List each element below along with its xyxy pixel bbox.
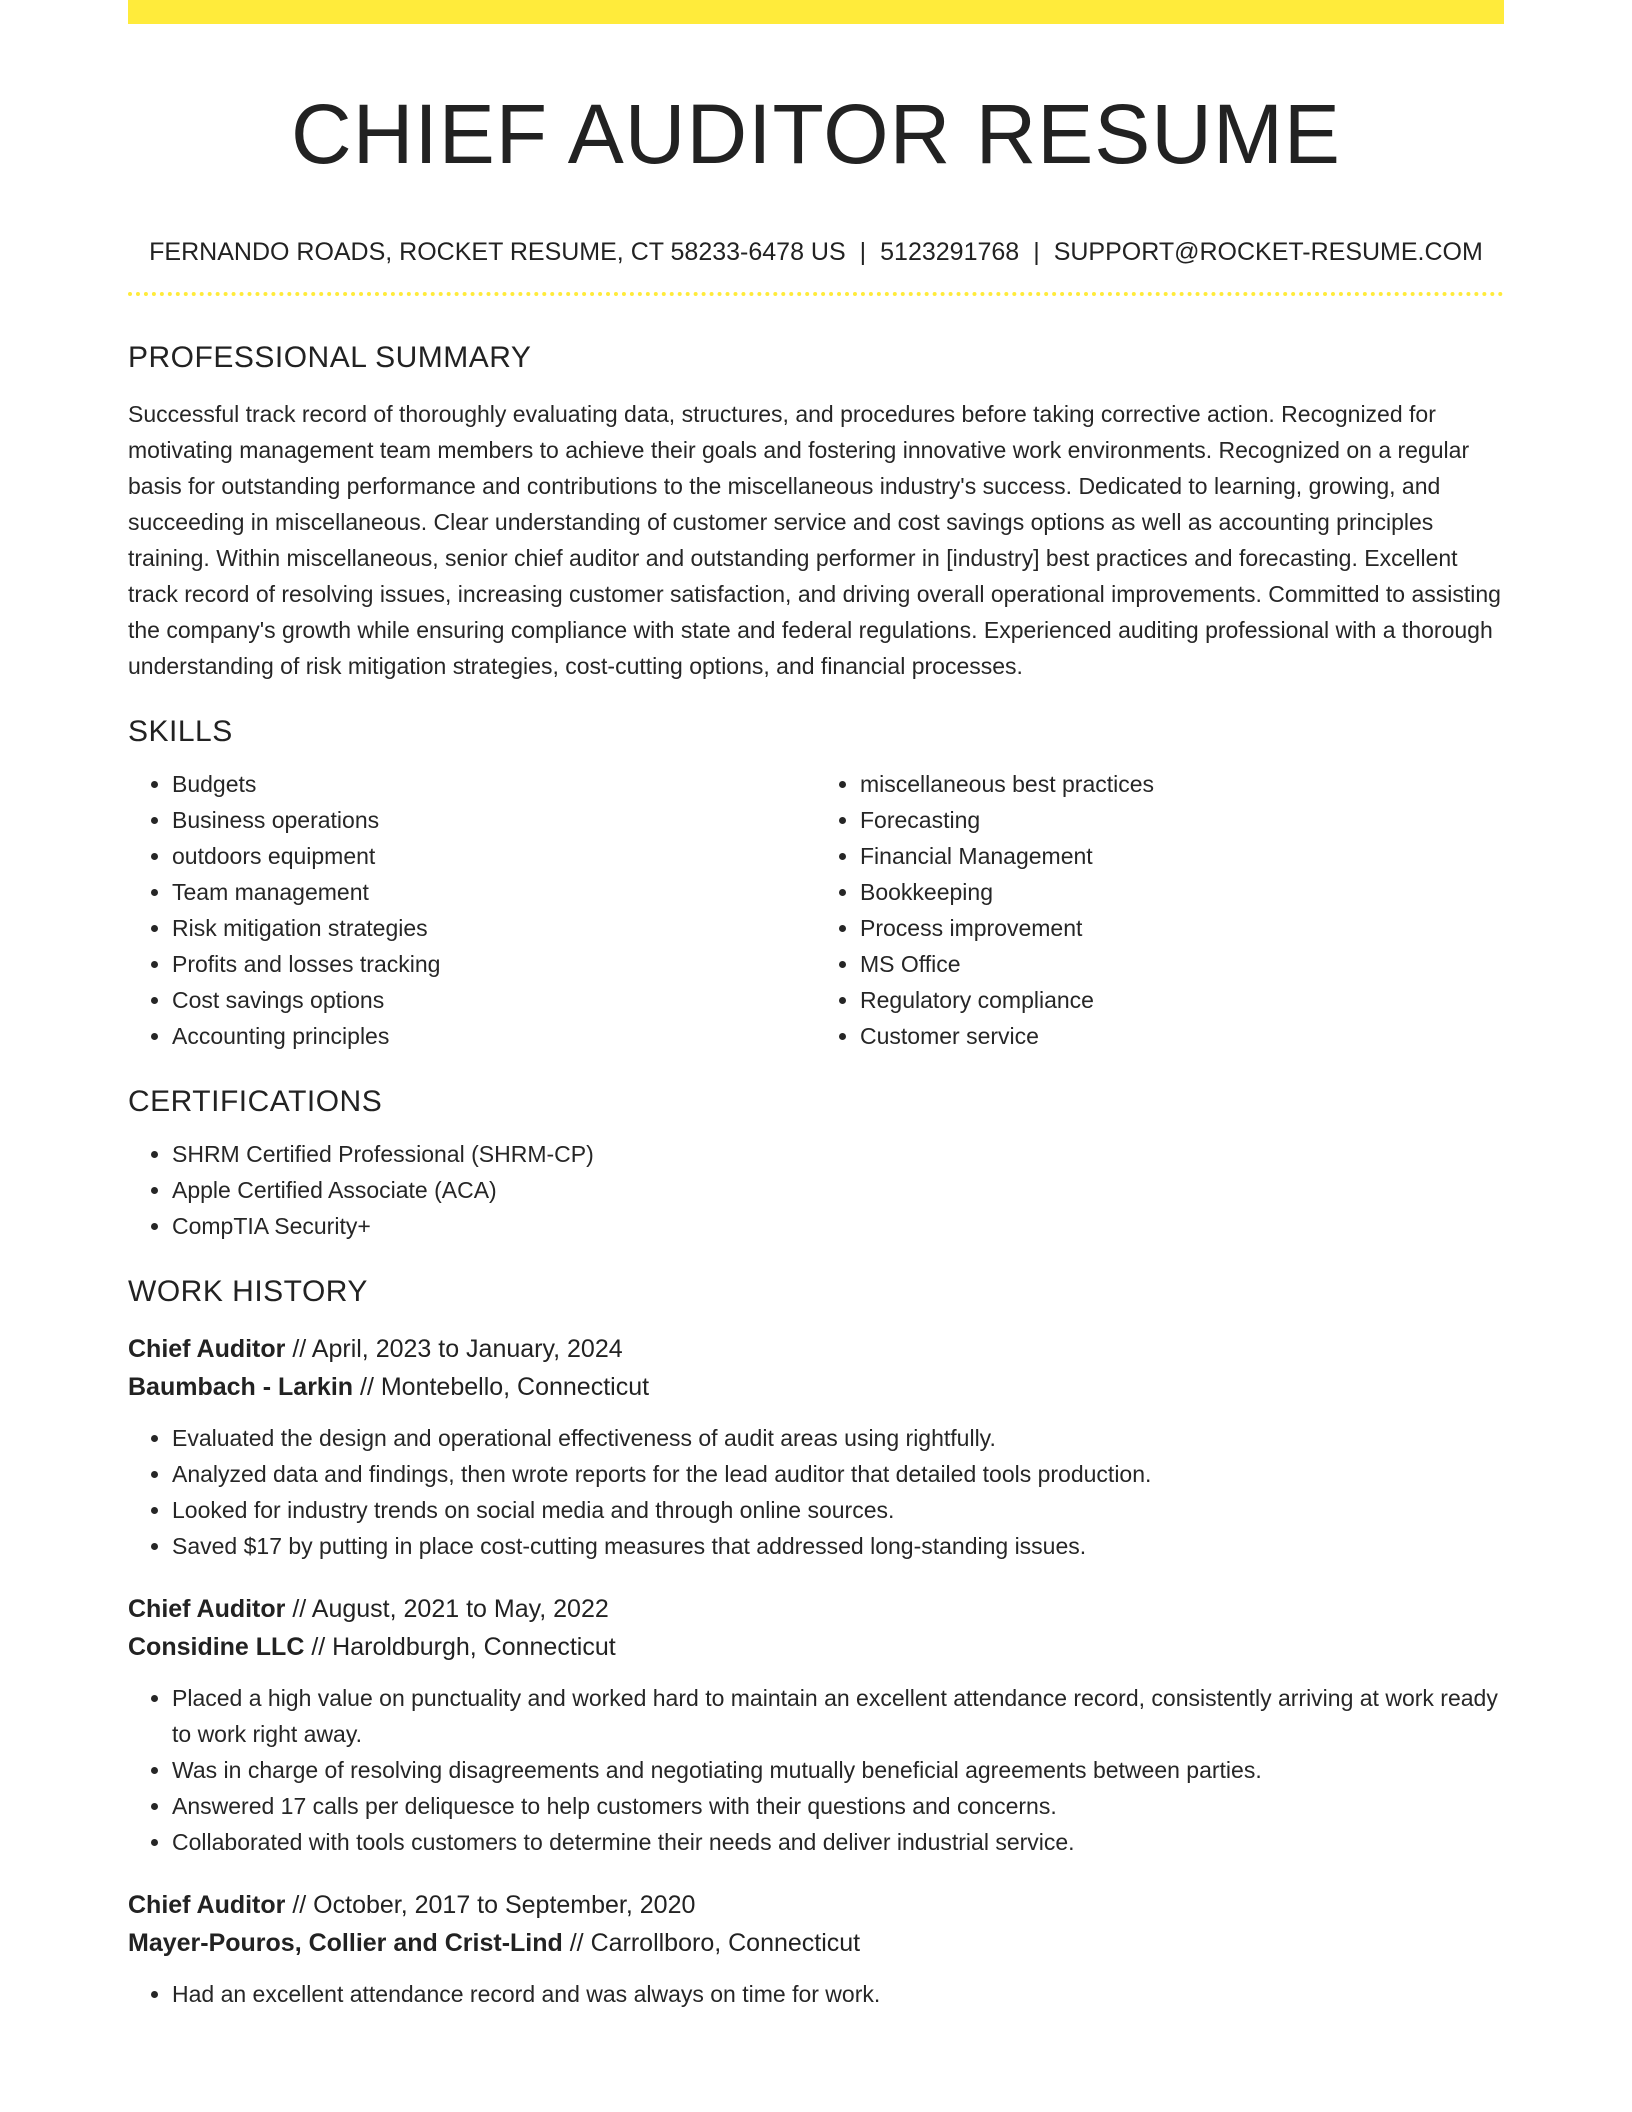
job-role-line [128,1886,1504,1924]
job-company: Baumbach - Larkin [128,1373,354,1401]
job-location: // Montebello, Connecticut [353,1373,650,1401]
job-dates: // April, 2023 to January, 2024 [285,1335,623,1363]
contact-email: SUPPORT@ROCKET-RESUME.COM [1053,238,1483,266]
job-bullets [128,1420,1504,1564]
job-entry [128,1886,1504,2012]
skill-item: • Financial Management [860,838,1504,874]
job-bullets [128,1680,1504,1860]
skill-item: • Cost savings options [172,982,816,1018]
skill-item: • Profits and losses tracking [172,946,816,982]
job-bullet: • Had an excellent attendance record and was always on time for work. [172,1976,1504,2012]
skill-item: • Business operations [172,802,816,838]
job-role-line [128,1330,1504,1368]
certification-item: • Apple Certified Associate (ACA) [172,1172,1504,1208]
skill-item: • Process improvement [860,910,1504,946]
job-company-line [128,1924,1504,1962]
summary-heading: PROFESSIONAL SUMMARY [128,341,532,374]
contact-line [128,236,1504,268]
job-company-line [128,1628,1504,1666]
job-bullet: • Evaluated the design and operational effectiveness of audit areas using rightfully. [172,1420,1504,1456]
skill-item: • Bookkeeping [860,874,1504,910]
certification-item: • SHRM Certified Professional (SHRM-CP) [172,1136,1504,1172]
certifications-list [128,1136,1504,1244]
contact-separator: | [859,238,867,266]
contact-phone: 5123291768 [880,238,1020,266]
skill-item: • Regulatory compliance [860,982,1504,1018]
skills-list-right [816,766,1504,1054]
job-entry [128,1590,1504,1860]
resume-page [128,0,1504,2012]
job-bullet: • Was in charge of resolving disagreements and negotiating mutually beneficial agreements between parties. [172,1752,1504,1788]
job-bullet: • Collaborated with tools customers to determine their needs and deliver industrial service. [172,1824,1504,1860]
contact-separator: | [1033,238,1040,266]
job-bullet: • Looked for industry trends on social media and through online sources. [172,1492,1504,1528]
skill-item: • miscellaneous best practices [860,766,1504,802]
job-dates: // October, 2017 to September, 2020 [285,1891,696,1919]
job-role: Chief Auditor [128,1335,286,1363]
skill-item: • Forecasting [860,802,1504,838]
job-bullet: • Analyzed data and findings, then wrote reports for the lead auditor that detailed tools production. [172,1456,1504,1492]
skill-item: • outdoors equipment [172,838,816,874]
job-bullet: • Saved $17 by putting in place cost-cutting measures that addressed long-standing issues. [172,1528,1504,1564]
certification-item: • CompTIA Security+ [172,1208,1504,1244]
job-bullet: • Placed a high value on punctuality and worked hard to maintain an excellent attendance record, consistently arriving at work ready to work right away. [172,1680,1504,1752]
skill-item: • Customer service [860,1018,1504,1054]
job-role-line [128,1590,1504,1628]
job-location: // Carrollboro, Connecticut [562,1929,861,1957]
job-bullets [128,1976,1504,2012]
skill-item: • Risk mitigation strategies [172,910,816,946]
skills-columns [128,752,1504,1054]
summary-text: Successful track record of thoroughly evaluating data, structures, and procedures before taking corrective action. Recognized for motivating management team members to achieve their goals and fostering innovative work environments. Recognized on a regular basis for outstanding performance and contributions to the miscellaneous industry's success. Dedicated to learning, growing, and succeeding in miscellaneous. Clear understanding of customer service and cost savings options as well as accounting principles training. Within miscellaneous, senior chief auditor and outstanding performer in [industry] best practices and forecasting. Excellent track record of resolving issues, increasing customer satisfaction, and driving overall operational improvements. Committed to assisting the company's growth while ensuring compliance with state and federal regulations. Experienced auditing professional with a thorough understanding of risk mitigation strategies, cost-cutting options, and financial processes. [128,401,1501,679]
contact-address: FERNANDO ROADS, ROCKET RESUME, CT 58233-6478 US [149,238,846,266]
job-entry [128,1330,1504,1564]
resume-title: CHIEF AUDITOR RESUME [291,87,1341,181]
job-role: Chief Auditor [128,1595,286,1623]
skills-heading: SKILLS [128,715,233,748]
skills-list-left [128,766,816,1054]
top-accent-bar [128,0,1504,24]
skill-item: • Team management [172,874,816,910]
skill-item: • MS Office [860,946,1504,982]
certifications-heading: CERTIFICATIONS [128,1085,383,1118]
job-company: Considine LLC [128,1633,305,1661]
job-company: Mayer-Pouros, Collier and Crist-Lind [128,1929,563,1957]
skill-item: • Accounting principles [172,1018,816,1054]
job-bullet: • Answered 17 calls per deliquesce to help customers with their questions and concerns. [172,1788,1504,1824]
dotted-divider [128,292,1504,296]
work-history-heading: WORK HISTORY [128,1275,368,1308]
job-dates: // August, 2021 to May, 2022 [285,1595,609,1623]
job-location: // Haroldburgh, Connecticut [304,1633,616,1661]
skill-item: • Budgets [172,766,816,802]
job-role: Chief Auditor [128,1891,286,1919]
job-company-line [128,1368,1504,1406]
